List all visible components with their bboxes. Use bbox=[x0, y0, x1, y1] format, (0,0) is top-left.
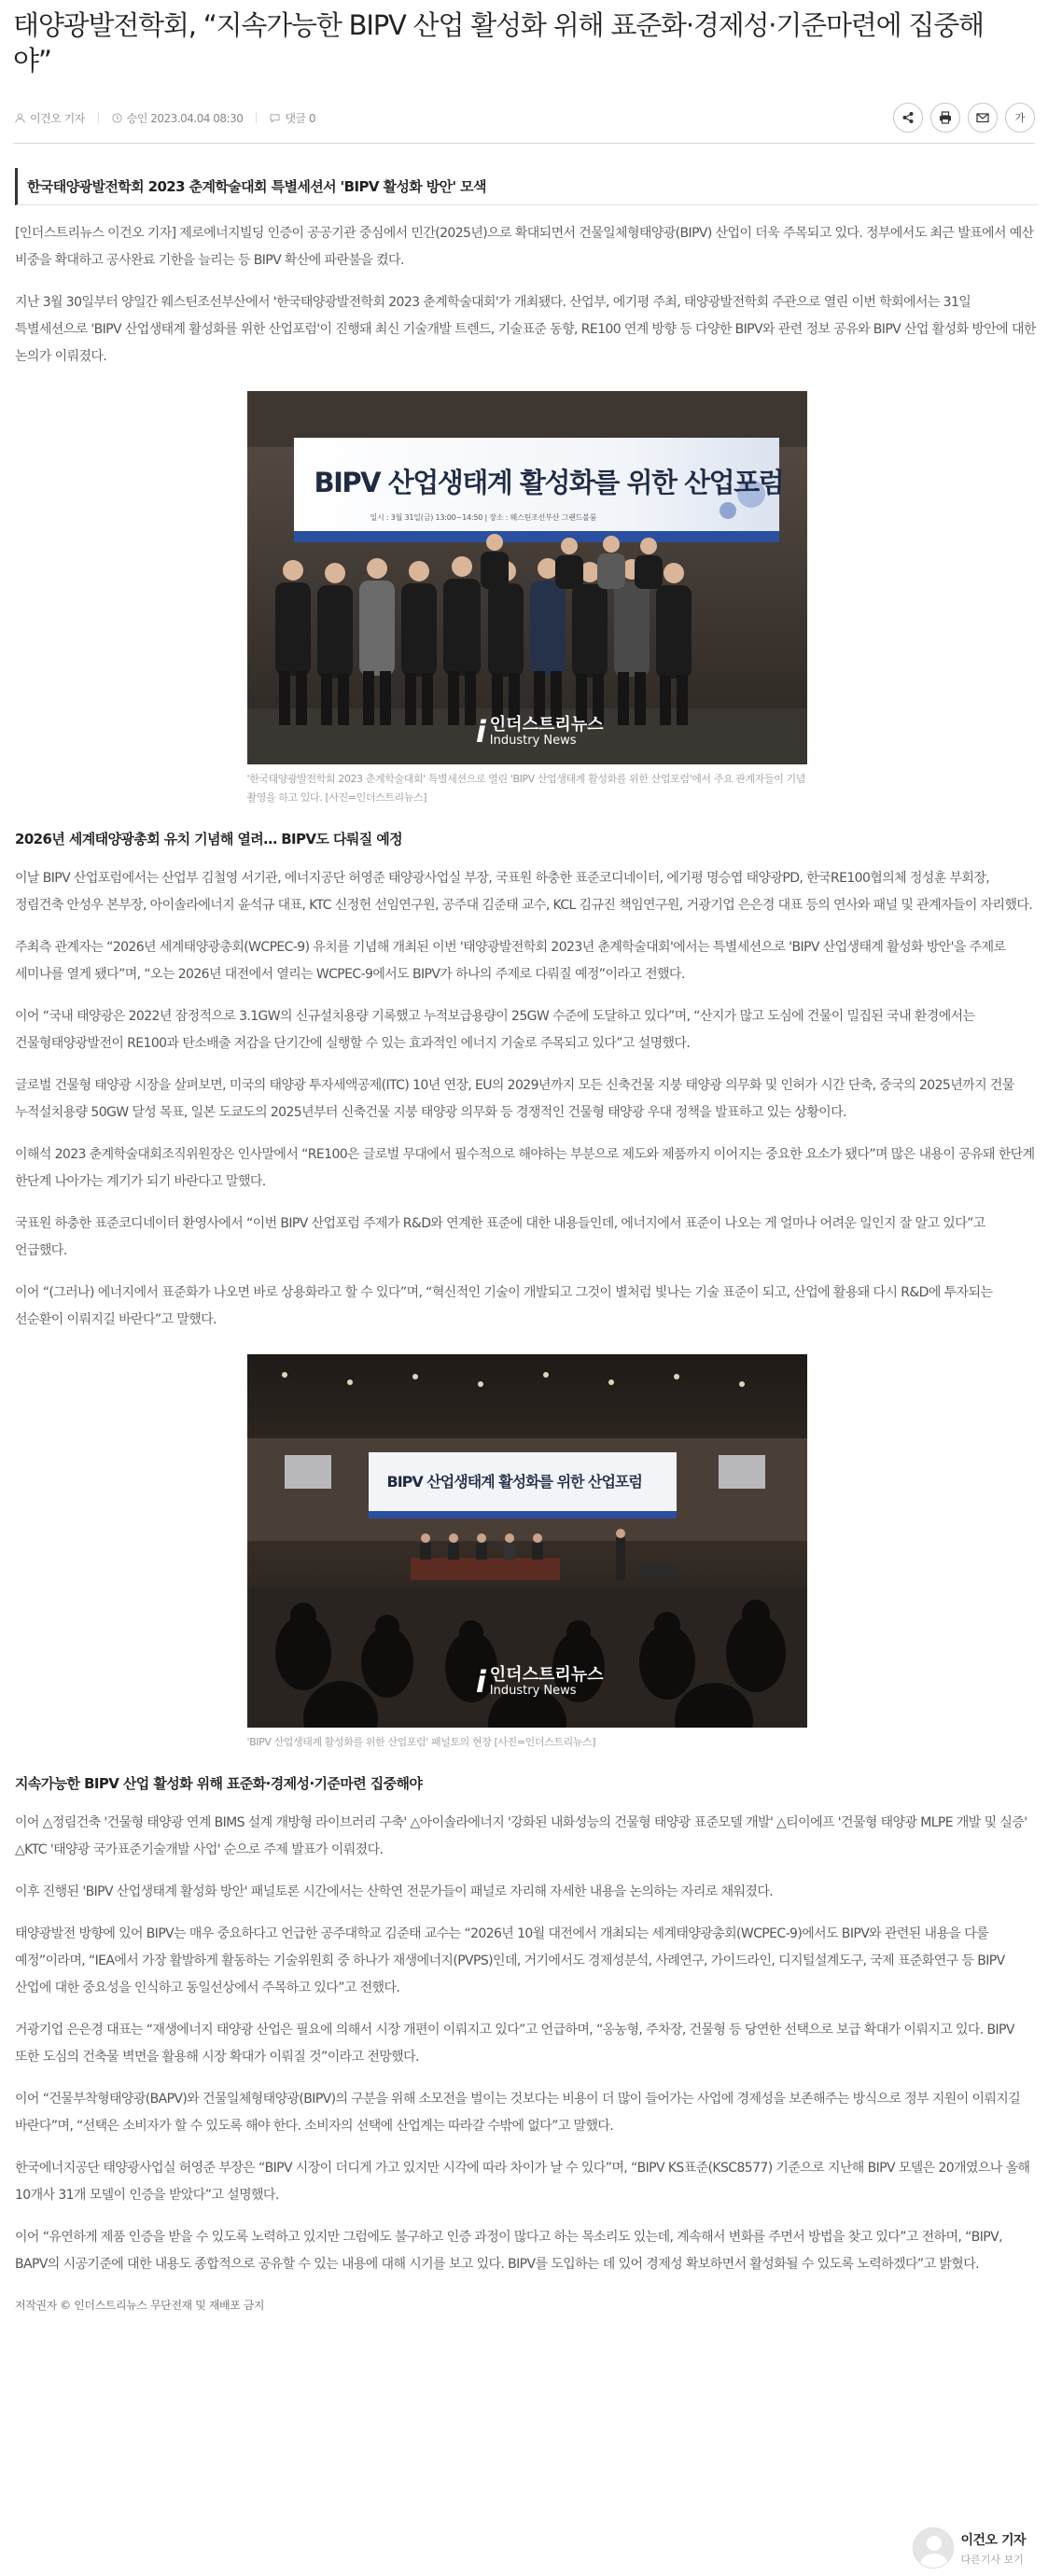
article-paragraph: 이어 “국내 태양광은 2022년 잠정적으로 3.1GW의 신규설치용량 기록했고 누적보급용량이 25GW 수준에 도달하고 있다”며, “산지가 많고 도심에 건물이 밀집된 국내 환경에서는 건물형태양광발전이 RE100과 탄소배출 저감을 단기간에 실행할 수 있는 효과적인 에너지 기술로 주목되고 있다”고 설명했다. bbox=[15, 1009, 975, 1051]
print-button[interactable] bbox=[930, 103, 960, 133]
article-paragraph: 이날 BIPV 산업포럼에서는 산업부 김철영 서기관, 에너지공단 허영준 태양광사업실 부장, 국표원 하충한 표준코디네이터, 에기평 명승엽 태양광PD, 한국RE100협의체 정성훈 부회장, 정림건축 안성우 본부장, 아이솔라에너지 윤석규 대표, KTC 신정헌 선임연구원, 공주대 김준태 교수, KCL 김규진 책임연구원, 거광기업 은은경 대표 등의 연사와 패널 및 관계자들이 자리했다. bbox=[15, 871, 1033, 913]
photo-banner-title: BIPV 산업생태계 활성화를 위한 산업포럼 bbox=[386, 1473, 642, 1491]
author-name[interactable]: 이건오 기자 bbox=[960, 2532, 1026, 2548]
watermark-subtitle: Industry News bbox=[489, 1684, 577, 1698]
info-divider bbox=[98, 112, 99, 123]
article-paragraph: 이후 진행된 'BIPV 산업생태계 활성화 방안' 패널토론 시간에서는 산학연 전문가들이 패널로 자리해 자세한 내용을 논의하는 자리로 채워졌다. bbox=[15, 1884, 774, 1899]
watermark-title: 인더스트리뉴스 bbox=[489, 715, 604, 735]
font-size-button[interactable] bbox=[1005, 103, 1035, 133]
article-paragraph: 주최측 관계자는 “2026년 세계태양광총회(WCPEC-9) 유치를 기념해 개최된 이번 '태양광발전학회 2023년 춘계학술대회'에서는 특별세션으로 'BIPV 산업생태계 활성화 방안'을 주제로 세미나를 열게 됐다”며, “오는 2026년 대전에서 열리는 WCPEC-9에서도 BIPV가 하나의 주제로 다뤄질 예정”이라고 전했다. bbox=[15, 940, 1006, 982]
watermark-subtitle: Industry News bbox=[489, 734, 577, 748]
photo-caption: 'BIPV 산업생태계 활성화를 위한 산업포럼' 패널토의 현장 [사진=인더스트리뉴스] bbox=[246, 1736, 596, 1748]
author-avatar bbox=[913, 2527, 954, 2569]
panel-photo-image bbox=[247, 1354, 807, 1728]
comment-icon bbox=[270, 113, 280, 123]
group-photo-image bbox=[247, 391, 807, 764]
article-paragraph: 이해석 2023 춘계학술대회조직위원장은 인사말에서 “RE100은 글로벌 무대에서 필수적으로 해야하는 부분으로 제도와 제품까지 이어지는 중요한 요소가 됐다”며 많은 내용이 공유돼 한단계 한단계 나아가는 계기가 되기 바란다고 말했다. bbox=[15, 1147, 1035, 1189]
author-box[interactable] bbox=[913, 2527, 1027, 2569]
photo-watermark bbox=[476, 1664, 604, 1700]
date-info bbox=[112, 110, 244, 126]
share-icon bbox=[901, 111, 915, 124]
article-paragraph: [인더스트리뉴스 이건오 기자] 제로에너지빌딩 인증이 공공기관 중심에서 민간(2025년)으로 확대되면서 건물일체형태양광(BIPV) 산업이 더욱 주목되고 있다. 정부에서도 최근 발표에서 예산 비중을 확대하고 공사완료 기한을 늘리는 등 BIPV 확산에 파란불을 켰다. bbox=[15, 226, 1034, 268]
article-paragraph: 이어 “(그러나) 에너지에서 표준화가 나오면 바로 상용화라고 할 수 있다”며, “혁신적인 기술이 개발되고 그것이 별처럼 빛나는 기술 표준이 되고, 산업에 활용돼 다시 R&D에 투자되는 선순환이 이뤄지길 바란다”고 말했다. bbox=[15, 1285, 993, 1327]
article-photo-group bbox=[247, 391, 807, 807]
comment-count[interactable]: 댓글 0 bbox=[285, 111, 316, 125]
article-paragraph: 국표원 하충한 표준코디네이터 환영사에서 “이번 BIPV 산업포럼 주제가 R&D와 연계한 표준에 대한 내용들인데, 에너지에서 표준이 나오는 게 얼마나 어려운 일인지 잘 알고 있다”고 언급했다. bbox=[15, 1216, 985, 1258]
section-heading: 지속가능한 BIPV 산업 활성화 위해 표준화·경제성·기준마련 집중해야 bbox=[15, 1775, 423, 1792]
reporter-name: 이건오 기자 bbox=[30, 111, 85, 125]
article-subtitle: 한국태양광발전학회 2023 춘계학술대회 특별세션서 'BIPV 활성화 방안' 모색 bbox=[27, 178, 486, 195]
article-paragraph: 한국에너지공단 태양광사업실 허영준 부장은 “BIPV 시장이 더디게 가고 있지만 시각에 따라 차이가 날 수 있다”며, “BIPV KS표준(KSC8577) 기준으로 지난해 BIPV 모델은 20개였으나 올해 10개사 31개 모델이 인증을 받았다”고 설명했다. bbox=[15, 2161, 1030, 2203]
info-list bbox=[15, 91, 315, 144]
article-paragraph: 태양광발전 방향에 있어 BIPV는 매우 중요하다고 언급한 공주대학교 김준태 교수는 “2026년 10월 대전에서 개최되는 세계태양광총회(WCPEC-9)에서도 BIPV와 관련된 내용을 다룰 예정”이라며, “IEA에서 가장 활발하게 활동하는 기술위원회 중 하나가 재생에너지(PVPS)인데, 거기에서도 경제성분석, 사례연구, 가이드라인, 디지털설계도구, 국제 표준화연구 등 BIPV 산업에 대한 중요성을 인식하고 동일선상에서 주목하고 있다”고 전했다. bbox=[15, 1926, 1005, 1995]
font-size-label: 가 bbox=[1014, 112, 1026, 124]
section-heading: 2026년 세계태양광총회 유치 기념해 열려… BIPV도 다뤄질 예정 bbox=[15, 831, 403, 847]
printer-icon bbox=[939, 111, 952, 124]
copyright-notice: 저작권자 © 인더스트리뉴스 무단전재 및 재배포 금지 bbox=[15, 2299, 265, 2312]
person-icon bbox=[15, 113, 25, 123]
article-subtitle-box bbox=[15, 168, 1039, 205]
author-more-articles-link[interactable]: 다른기사 보기 bbox=[960, 2553, 1024, 2566]
article-paragraph: 이어 “유연하게 제품 인증을 받을 수 있도록 노력하고 있지만 그럼에도 불구하고 인증 과정이 많다고 하는 목소리도 있는데, 계속해서 변화를 주면서 방법을 찾고 있다”고 전하며, “BIPV, BAPV의 시공기준에 대한 내용도 종합적으로 공유할 수 있는 내용에 대해 시기를 보고 있다. BIPV를 도입하는 데 있어 경제성 확보하면서 활성화될 수 있도록 노력하겠다”고 밝혔다. bbox=[15, 2230, 1002, 2272]
article-info-bar bbox=[13, 91, 1035, 144]
mail-icon bbox=[976, 111, 989, 124]
info-divider bbox=[256, 112, 257, 123]
article-paragraph: 글로벌 건물형 태양광 시장을 살펴보면, 미국의 태양광 투자세액공제(ITC) 10년 연장, EU의 2029년까지 모든 신축건물 지붕 태양광 의무화 및 인허가 시간 단축, 중국의 2025년까지 건물 누적설치용량 50GW 달성 목표, 일본 도쿄도의 2025년부터 신축건물 지붕 태양광 의무화 등 경쟁적인 건물형 태양광 우대 정책을 발표하고 있는 상황이다. bbox=[15, 1078, 1014, 1120]
article-paragraph: 지난 3월 30일부터 양일간 웨스틴조선부산에서 '한국태양광발전학회 2023 춘계학술대회'가 개최됐다. 산업부, 에기평 주최, 태양광발전학회 주관으로 열린 이번 학회에서는 31일 특별세션으로 'BIPV 산업생태계 활성화를 위한 산업포럼'이 진행돼 최신 기술개발 트렌드, 기술표준 동향, RE100 연계 방향 등 다양한 BIPV와 관련 정보 공유와 BIPV 산업 활성화 방안에 대한 논의가 이뤄졌다. bbox=[15, 295, 1036, 364]
email-button[interactable] bbox=[968, 103, 998, 133]
group-photo-illustration bbox=[247, 391, 807, 764]
photo-banner-title: BIPV 산업생태계 활성화를 위한 산업포럼 bbox=[314, 467, 784, 498]
publish-date: 승인 2023.04.04 08:30 bbox=[126, 111, 244, 125]
share-tools bbox=[886, 103, 1035, 133]
clock-icon bbox=[112, 113, 122, 123]
article-headline: 태양광발전학회, “지속가능한 BIPV 산업 활성화 위해 표준화·경제성·기준마련에 집중해야” bbox=[13, 9, 984, 77]
article-paragraph: 이어 “건물부착형태양광(BAPV)와 건물일체형태양광(BIPV)의 구분을 위해 소모전을 벌이는 것보다는 비용이 더 많이 들어가는 사업에 경제성을 보존해주는 방식으로 정부 지원이 이뤄지길 바란다”며, “선택은 소비자가 할 수 있도록 해야 한다. 소비자의 선택에 산업계는 따라갈 수밖에 없다”고 말했다. bbox=[15, 2092, 1021, 2134]
reporter-info bbox=[15, 110, 85, 126]
photo-watermark bbox=[476, 714, 604, 749]
article-photo-panel bbox=[247, 1354, 807, 1752]
article-paragraph: 거광기업 은은경 대표는 “재생에너지 태양광 산업은 필요에 의해서 시장 개편이 이뤄지고 있다”고 언급하며, “옹농형, 주차장, 건물형 등 당연한 선택으로 보급 확대가 이뤄지고 있다. BIPV 또한 도심의 건축물 벽면을 활용해 시장 확대가 이뤄질 것”이라고 전망했다. bbox=[15, 2023, 1014, 2065]
watermark-title: 인더스트리뉴스 bbox=[489, 1665, 604, 1685]
watermark-logo-icon: i bbox=[475, 714, 486, 749]
photo-banner-subtitle: 일시 : 3월 31일(금) 13:00~14:50 | 장소 : 웨스틴조선부산 그랜드볼룸 bbox=[370, 513, 597, 522]
article-body bbox=[15, 168, 1039, 2313]
watermark-logo-icon: i bbox=[475, 1664, 486, 1700]
comment-info[interactable] bbox=[270, 110, 315, 126]
article-paragraph: 이어 △정림건축 '건물형 태양광 연계 BIMS 설계 개방형 라이브러리 구축' △아이솔라에너지 '강화된 내화성능의 건물형 태양광 표준모델 개발' △티이에프 '건물형 태양광 MLPE 개발 및 실증' △KTC '태양광 국가표준기술개발 사업' 순으로 주제 발표가 이뤄졌다. bbox=[15, 1815, 1027, 1857]
share-button[interactable] bbox=[893, 103, 923, 133]
photo-caption: '한국태양광발전학회 2023 춘계학술대회' 특별세션으로 열린 'BIPV 산업생태계 활성화를 위한 산업포럼'에서 주요 관계자들이 기념촬영을 하고 있다. [사진=인더스트리뉴스] bbox=[246, 773, 805, 804]
